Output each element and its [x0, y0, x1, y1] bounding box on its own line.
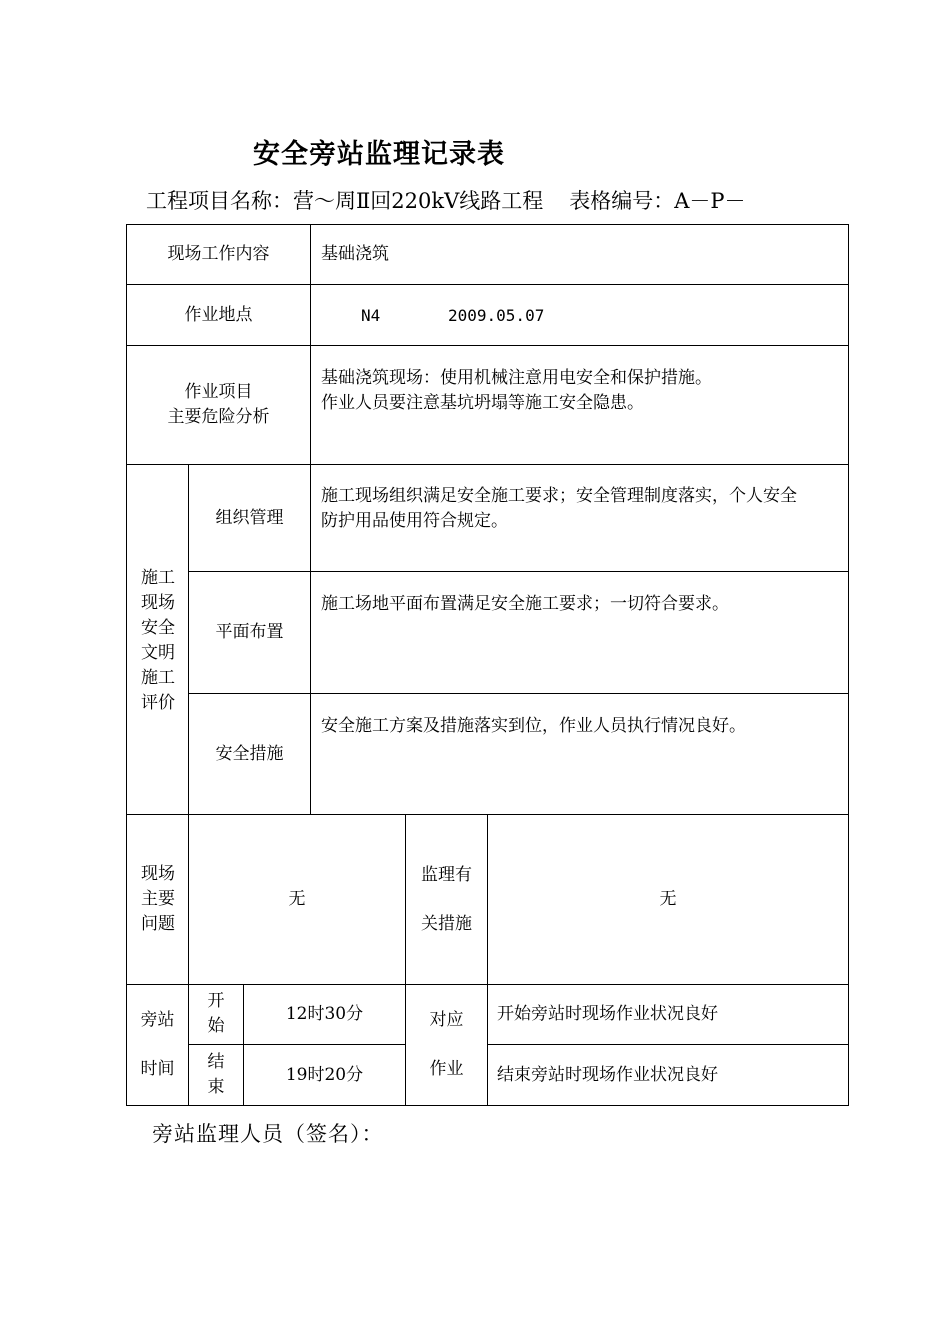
work-content-label: 现场工作内容 — [167, 244, 270, 264]
work-content-value: 基础浇筑 — [321, 244, 389, 264]
project-name-label: 工程项目名称： — [146, 189, 293, 213]
supervision-measures-label — [406, 815, 487, 984]
table-rule — [487, 1044, 849, 1045]
work-label-line2: 作业 — [429, 1059, 464, 1079]
hazard-analysis-label — [127, 346, 310, 464]
hazard-line2: 作业人员要注意基坑坍塌等施工安全隐患。 — [321, 393, 644, 413]
hazard-analysis-text — [321, 366, 712, 416]
supervision-time-label — [127, 985, 188, 1105]
main-issues-label: 现场主要问题 — [141, 864, 175, 934]
start-label: 开始 — [207, 991, 225, 1036]
hazard-line1: 基础浇筑现场：使用机械注意用电安全和保护措施。 — [321, 368, 712, 388]
location-label: 作业地点 — [184, 304, 253, 325]
work-date: 2009.05.07 — [448, 306, 545, 325]
time-label-line2: 时间 — [140, 1059, 175, 1079]
start-work-status: 开始旁站时现场作业状况良好 — [497, 1004, 718, 1024]
layout-text: 施工场地平面布置满足安全施工要求；一切符合要求。 — [321, 594, 729, 614]
supervision-measures-value: 无 — [659, 889, 677, 909]
supervision-label-line1: 监理有 — [421, 864, 472, 885]
work-label-line1: 对应 — [429, 1010, 464, 1030]
end-time: 19时20分 — [285, 1064, 364, 1085]
project-info-line — [146, 185, 746, 215]
form-number-label: 表格编号： — [569, 189, 675, 213]
evaluation-label: 施工现场安全文明施工评价 — [141, 568, 175, 713]
location-value: N4 — [361, 306, 381, 325]
start-time: 12时30分 — [285, 1004, 364, 1024]
layout-label: 平面布置 — [215, 622, 284, 642]
end-work-status: 结束旁站时现场作业状况良好 — [497, 1065, 718, 1085]
table-rule — [310, 224, 311, 465]
supervision-label-line2: 关措施 — [421, 913, 472, 934]
org-management-text — [321, 484, 846, 534]
form-number: A－P－ — [674, 189, 746, 213]
org-line2: 防护用品使用符合规定。 — [321, 511, 508, 531]
end-label: 结束 — [207, 1052, 225, 1097]
org-line1: 施工现场组织满足安全施工要求；安全管理制度落实，个人安全 — [321, 486, 797, 506]
document-title: 安全旁站监理记录表 — [253, 139, 505, 170]
hazard-label-line2: 主要危险分析 — [167, 407, 270, 427]
main-issues-value: 无 — [288, 889, 306, 909]
signature-label: 旁站监理人员（签名）： — [152, 1122, 384, 1146]
safety-measures-text: 安全施工方案及措施落实到位，作业人员执行情况良好。 — [321, 716, 746, 736]
hazard-label-line1: 作业项目 — [184, 382, 253, 402]
table-border-right — [848, 224, 849, 1106]
org-management-label: 组织管理 — [215, 507, 284, 528]
table-rule — [310, 464, 311, 815]
safety-measures-label: 安全措施 — [215, 743, 284, 764]
project-name: 营～周Ⅱ回220kV线路工程 — [293, 189, 544, 213]
time-label-line1: 旁站 — [140, 1010, 175, 1030]
corresponding-work-label — [406, 985, 487, 1105]
